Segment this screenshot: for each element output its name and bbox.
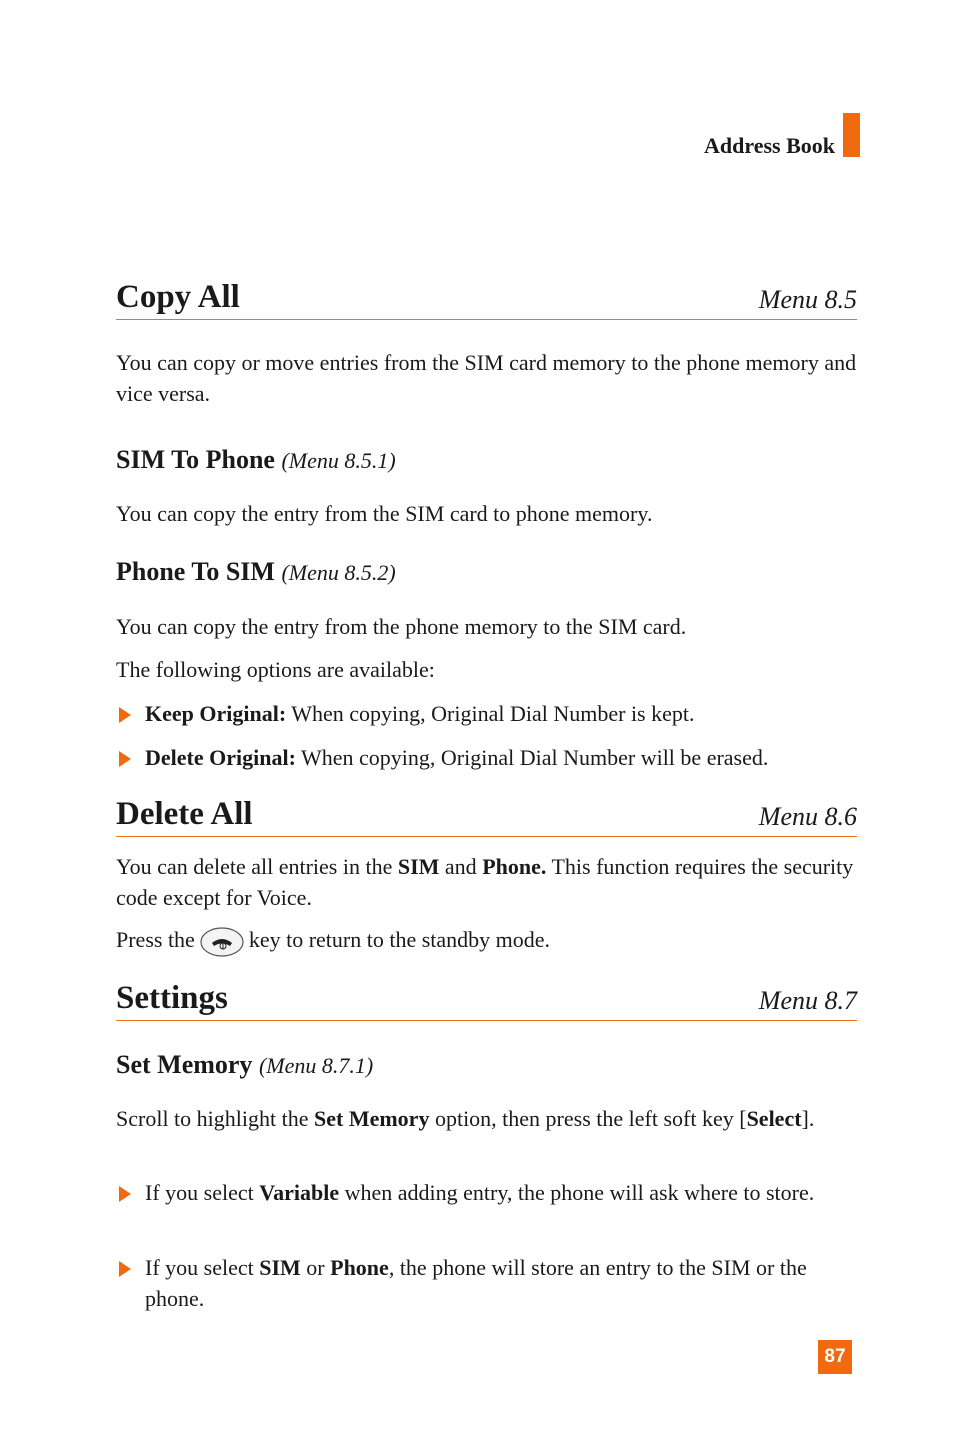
text-run: or: [300, 1255, 331, 1280]
settings-heading: [116, 980, 857, 1021]
page-number: 87: [818, 1340, 852, 1374]
header-accent-bar: [843, 113, 860, 157]
text-run: key to return to the standby mode.: [248, 927, 551, 952]
bullet-arrow-icon: [119, 751, 131, 767]
text-run: , the phone will store an entry to the SIM or the phone.: [145, 1255, 807, 1311]
option-text: When copying, Original Dial Number will be erased.: [295, 745, 769, 770]
list-item: [116, 742, 857, 773]
text-run: ].: [801, 1106, 815, 1131]
set-memory-heading: [116, 1050, 373, 1081]
sim-to-phone-menu-ref: (Menu 8.5.1): [281, 448, 396, 473]
delete-all-title: Delete All: [116, 796, 253, 832]
set-memory-title: Set Memory: [116, 1050, 253, 1079]
copy-all-intro: You can copy or move entries from the SIM card memory to the phone memory and vice versa.: [116, 350, 857, 406]
bullet-arrow-icon: [119, 1261, 131, 1277]
phone-to-sim-menu-ref: (Menu 8.5.2): [281, 560, 396, 585]
sim-term: SIM: [397, 854, 440, 879]
sim-term: SIM: [259, 1255, 301, 1280]
set-memory-term: Set Memory: [314, 1106, 430, 1131]
option-text: When copying, Original Dial Number is kept.: [286, 701, 695, 726]
delete-all-end-key-note: [116, 924, 857, 958]
set-memory-text: [116, 1103, 857, 1134]
list-item: [116, 698, 857, 729]
text-run: when adding entry, the phone will ask where to store.: [339, 1180, 815, 1205]
text-run: If you select: [145, 1255, 260, 1280]
bullet-arrow-icon: [119, 1186, 131, 1202]
option-label: Keep Original:: [145, 701, 287, 726]
delete-all-description: [116, 851, 857, 913]
settings-menu-ref: Menu 8.7: [758, 986, 857, 1015]
text-run: and: [439, 854, 483, 879]
phone-term: Phone: [330, 1255, 389, 1280]
variable-term: Variable: [259, 1180, 340, 1205]
list-item: [116, 1252, 857, 1314]
sim-to-phone-title: SIM To Phone: [116, 445, 275, 474]
options-intro: The following options are available:: [116, 657, 435, 682]
text-run: option, then press the left soft key [: [429, 1106, 747, 1131]
delete-all-heading: [116, 796, 857, 837]
phone-to-sim-text: You can copy the entry from the phone memory to the SIM card.: [116, 614, 687, 639]
end-call-key-icon: [199, 926, 245, 958]
phone-to-sim-heading: [116, 557, 396, 588]
set-memory-menu-ref: (Menu 8.7.1): [258, 1053, 374, 1078]
text-run: You can delete all entries in the: [116, 854, 398, 879]
phone-to-sim-title: Phone To SIM: [116, 557, 275, 586]
option-label: Delete Original:: [145, 745, 296, 770]
text-run: This function requires the security code except for Voice.: [116, 854, 854, 910]
bullet-arrow-icon: [119, 707, 131, 723]
sim-to-phone-text: You can copy the entry from the SIM card to phone memory.: [116, 501, 653, 526]
sim-to-phone-heading: [116, 445, 396, 476]
list-item: [116, 1177, 857, 1208]
settings-title: Settings: [116, 980, 228, 1016]
running-header-title: Address Book: [703, 133, 835, 158]
select-term: Select: [746, 1106, 802, 1131]
phone-term: Phone.: [482, 854, 547, 879]
text-run: Press the: [116, 927, 195, 952]
copy-all-menu-ref: Menu 8.5: [758, 285, 857, 314]
copy-all-heading: [116, 279, 857, 320]
text-run: Scroll to highlight the: [116, 1106, 314, 1131]
text-run: If you select: [145, 1180, 260, 1205]
copy-all-title: Copy All: [116, 279, 240, 315]
delete-all-menu-ref: Menu 8.6: [758, 802, 857, 831]
